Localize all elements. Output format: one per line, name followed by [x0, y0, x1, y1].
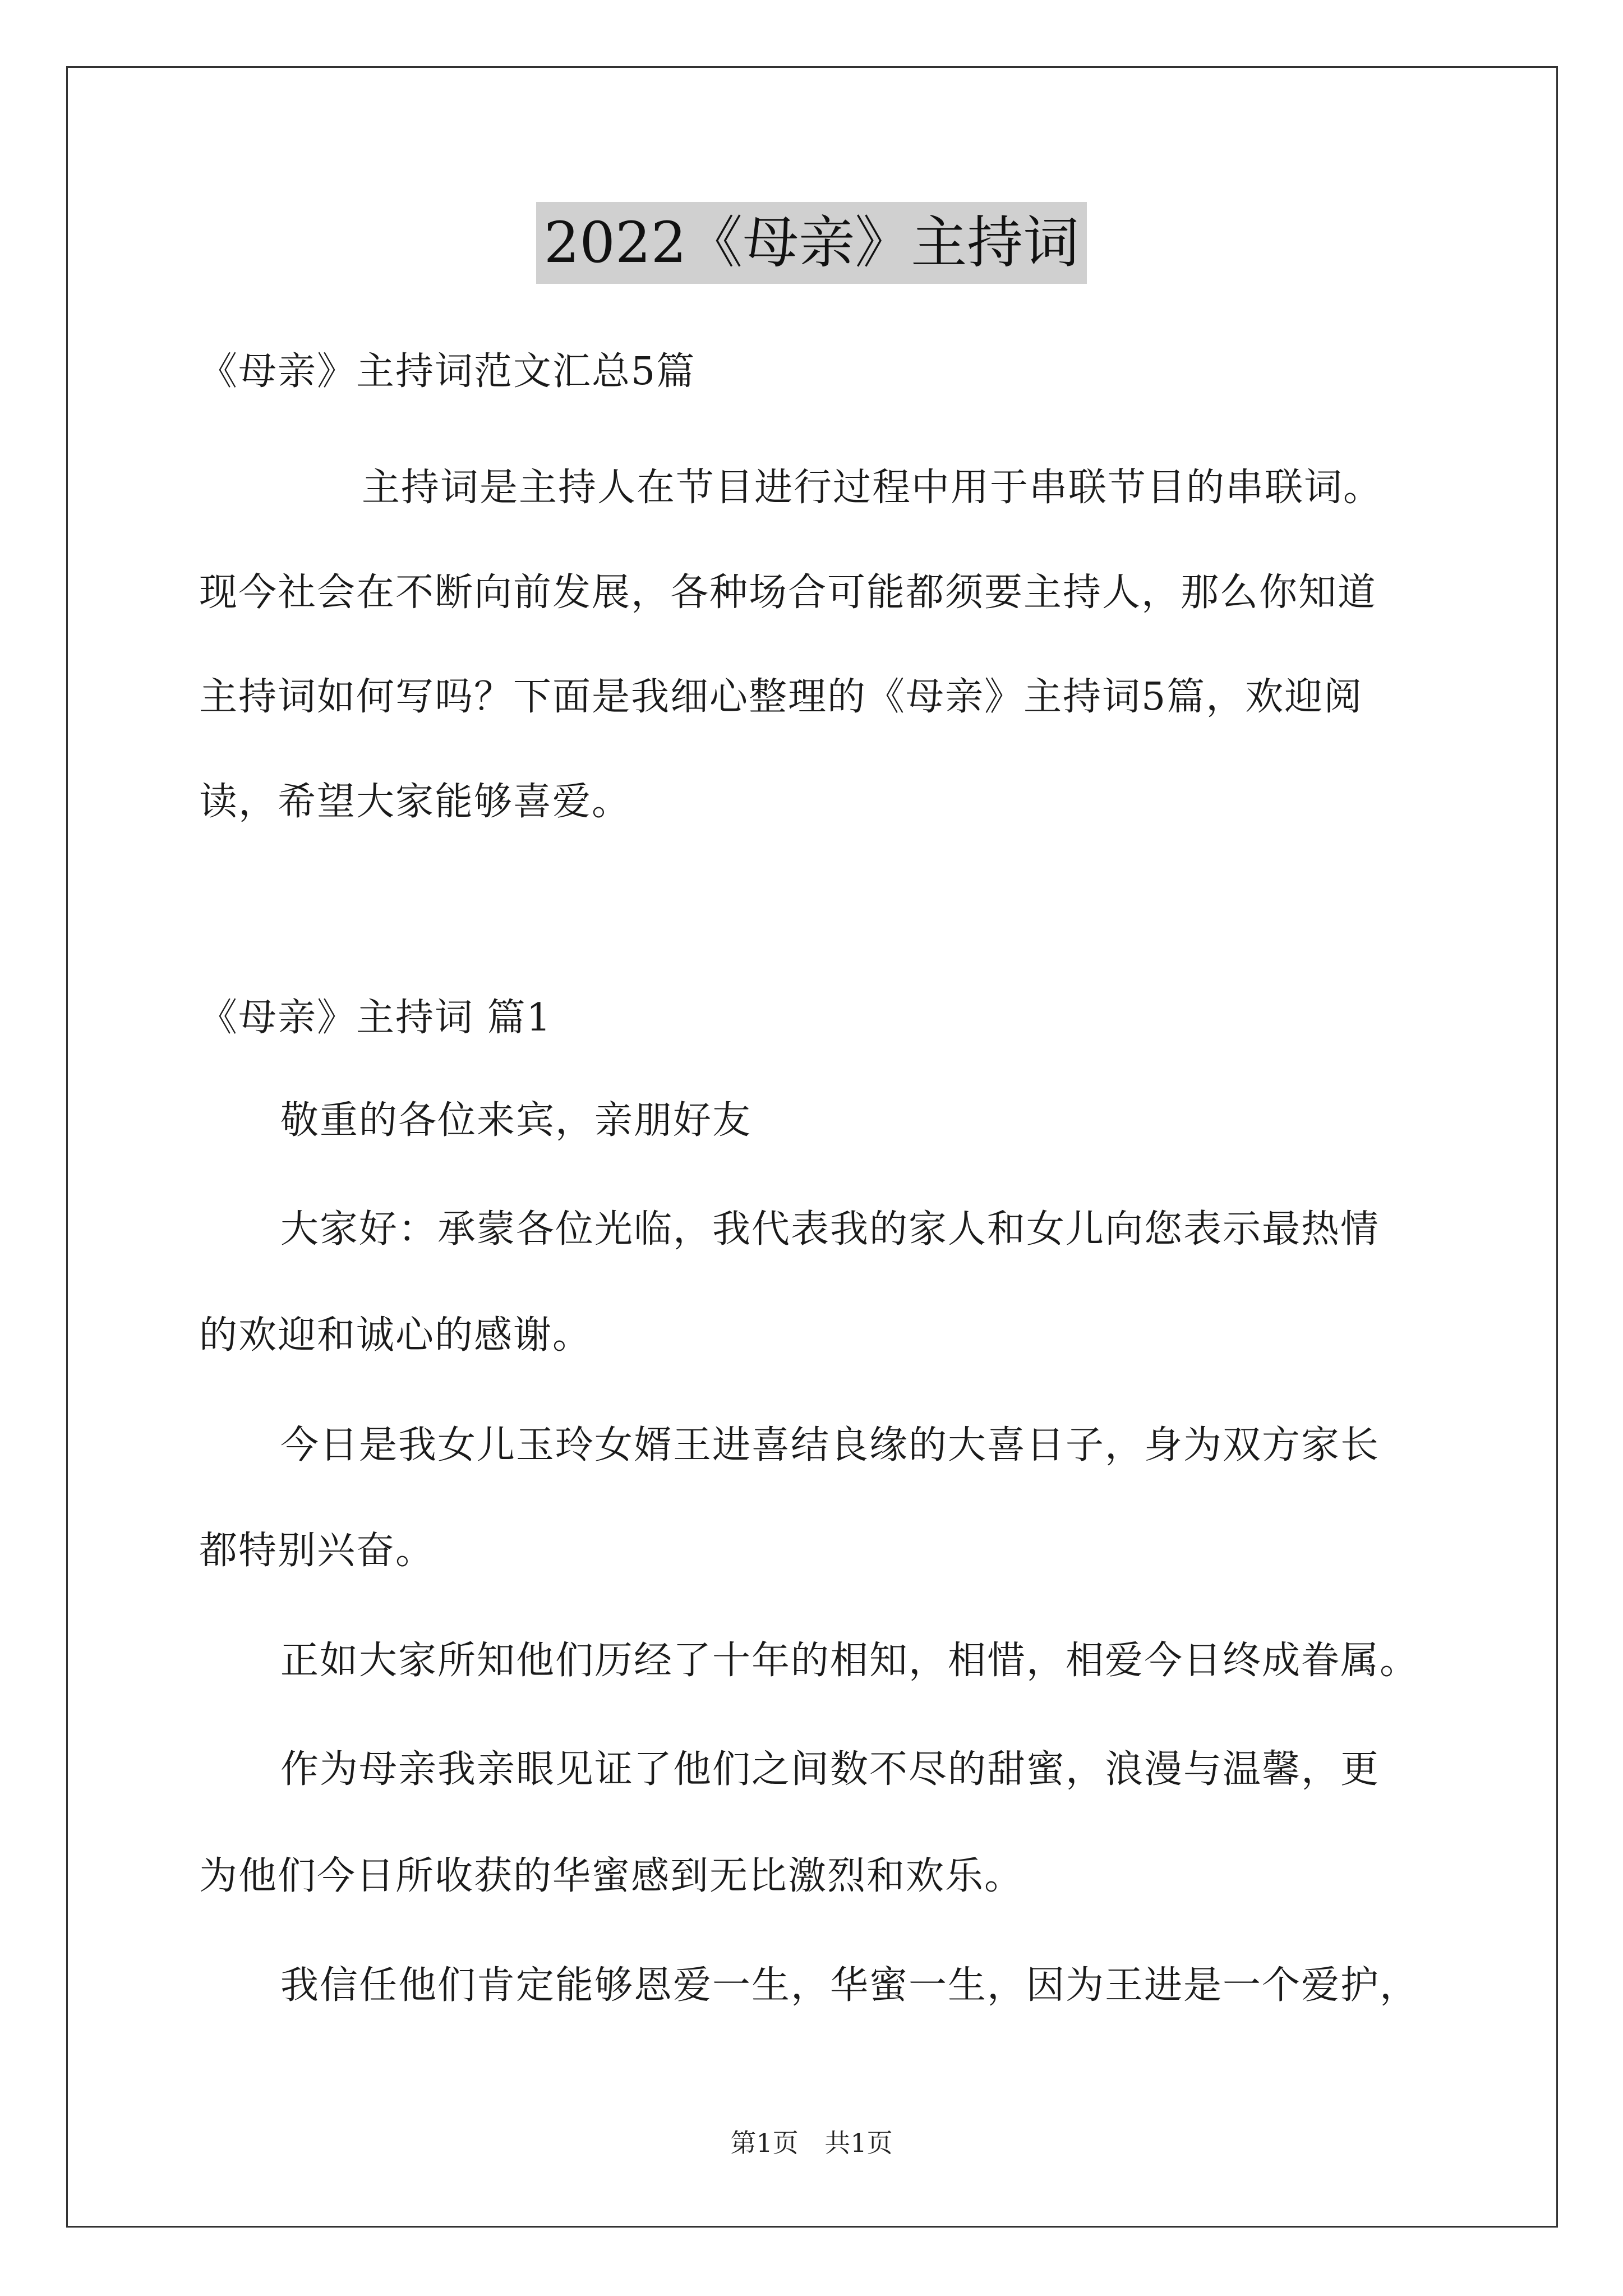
body-line-1: 敬重的各位来宾，亲朋好友: [280, 1098, 752, 1143]
intro-line-1: 主持词是主持人在节目进行过程中用于串联节目的串联词。: [362, 466, 1383, 510]
intro-line-4: 读，希望大家能够喜爱。: [199, 780, 631, 824]
body-line-2: 大家好：承蒙各位光临，我代表我的家人和女儿向您表示最热情: [280, 1207, 1380, 1251]
document-subtitle: 《母亲》主持词范文汇总5篇: [199, 349, 696, 394]
document-title: 2022《母亲》主持词: [536, 202, 1087, 284]
page-number-current: 第1页: [730, 2128, 799, 2158]
intro-line-2: 现今社会在不断向前发展，各种场合可能都须要主持人，那么你知道: [199, 570, 1377, 615]
body-line-7: 作为母亲我亲眼见证了他们之间数不尽的甜蜜，浪漫与温馨，更: [280, 1747, 1380, 1792]
page-footer: [0, 2126, 1623, 2160]
body-line-6: 正如大家所知他们历经了十年的相知，相惜，相爱今日终成眷属。: [280, 1639, 1419, 1683]
body-line-3: 的欢迎和诚心的感谢。: [199, 1313, 592, 1358]
intro-line-3: 主持词如何写吗？下面是我细心整理的《母亲》主持词5篇，欢迎阅: [199, 675, 1363, 719]
page-number-total: 共1页: [824, 2128, 893, 2158]
body-line-5: 都特别兴奋。: [199, 1529, 435, 1573]
title-container: [0, 202, 1623, 284]
body-line-8: 为他们今日所收获的华蜜感到无比激烈和欢乐。: [199, 1854, 1024, 1898]
body-line-9: 我信任他们肯定能够恩爱一生，华蜜一生，因为王进是一个爱护，: [280, 1963, 1419, 2008]
section-heading: 《母亲》主持词 篇1: [199, 996, 552, 1040]
body-line-4: 今日是我女儿玉玲女婿王进喜结良缘的大喜日子，身为双方家长: [280, 1423, 1380, 1467]
